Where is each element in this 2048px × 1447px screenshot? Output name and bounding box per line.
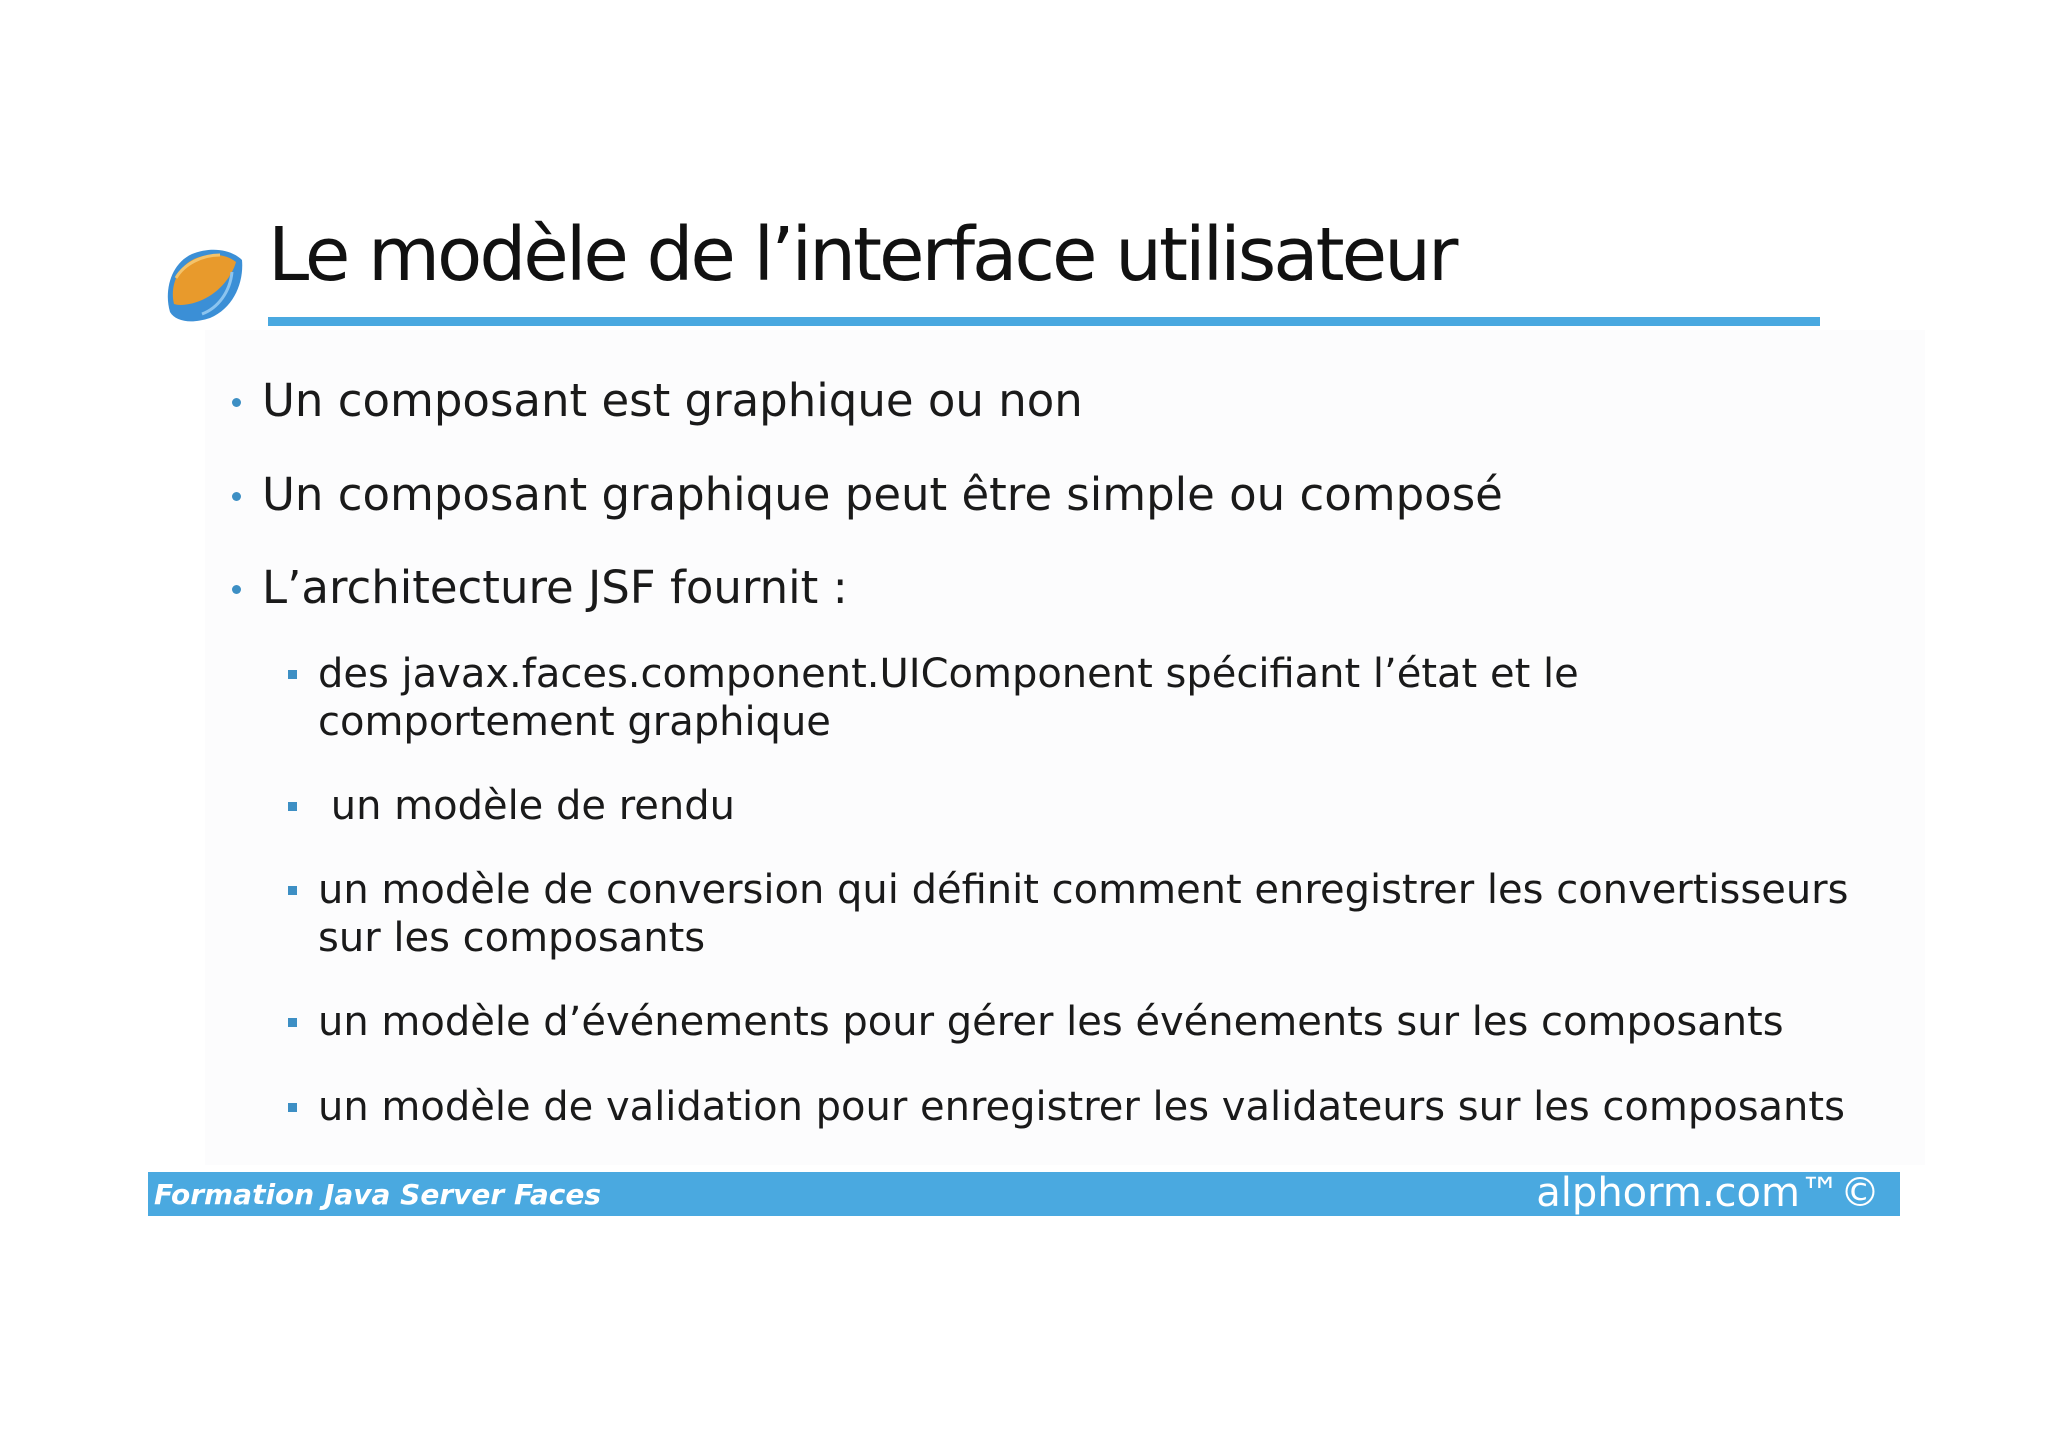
- footer-bar: [148, 1172, 1900, 1216]
- page-title: Le modèle de l’interface utilisateur: [268, 212, 1456, 298]
- list-item-text: Un composant est graphique ou non: [262, 374, 1083, 427]
- sub-list-item-text: un modèle de rendu: [318, 783, 735, 829]
- square-bullet-icon: [288, 886, 297, 895]
- square-bullet-icon: [288, 670, 297, 679]
- sub-list-item-text: un modèle de conversion qui définit comment enregistrer les convertisseurs sur les composants: [318, 867, 1849, 961]
- alphorm-logo-icon: [162, 242, 246, 326]
- sub-list-item-text: un modèle de validation pour enregistrer les validateurs sur les composants: [318, 1084, 1845, 1130]
- sub-list-item-text: des javax.faces.component.UIComponent spécifiant l’état et le comportement graphique: [318, 651, 1579, 745]
- square-bullet-icon: [288, 802, 297, 811]
- square-bullet-icon: [288, 1018, 297, 1027]
- bullet-dot-icon: [232, 492, 241, 501]
- bullet-dot-icon: [232, 585, 241, 594]
- title-underline: [268, 317, 1820, 326]
- sub-list-item-text: un modèle d’événements pour gérer les événements sur les composants: [318, 999, 1784, 1045]
- brand-name: alphorm.com™©: [1536, 1170, 1880, 1216]
- course-name: Formation Java Server Faces: [154, 1178, 602, 1211]
- list-item-text: L’architecture JSF fournit :: [262, 561, 848, 614]
- bullet-dot-icon: [232, 398, 241, 407]
- list-item-text: Un composant graphique peut être simple ou composé: [262, 468, 1503, 521]
- square-bullet-icon: [288, 1103, 297, 1112]
